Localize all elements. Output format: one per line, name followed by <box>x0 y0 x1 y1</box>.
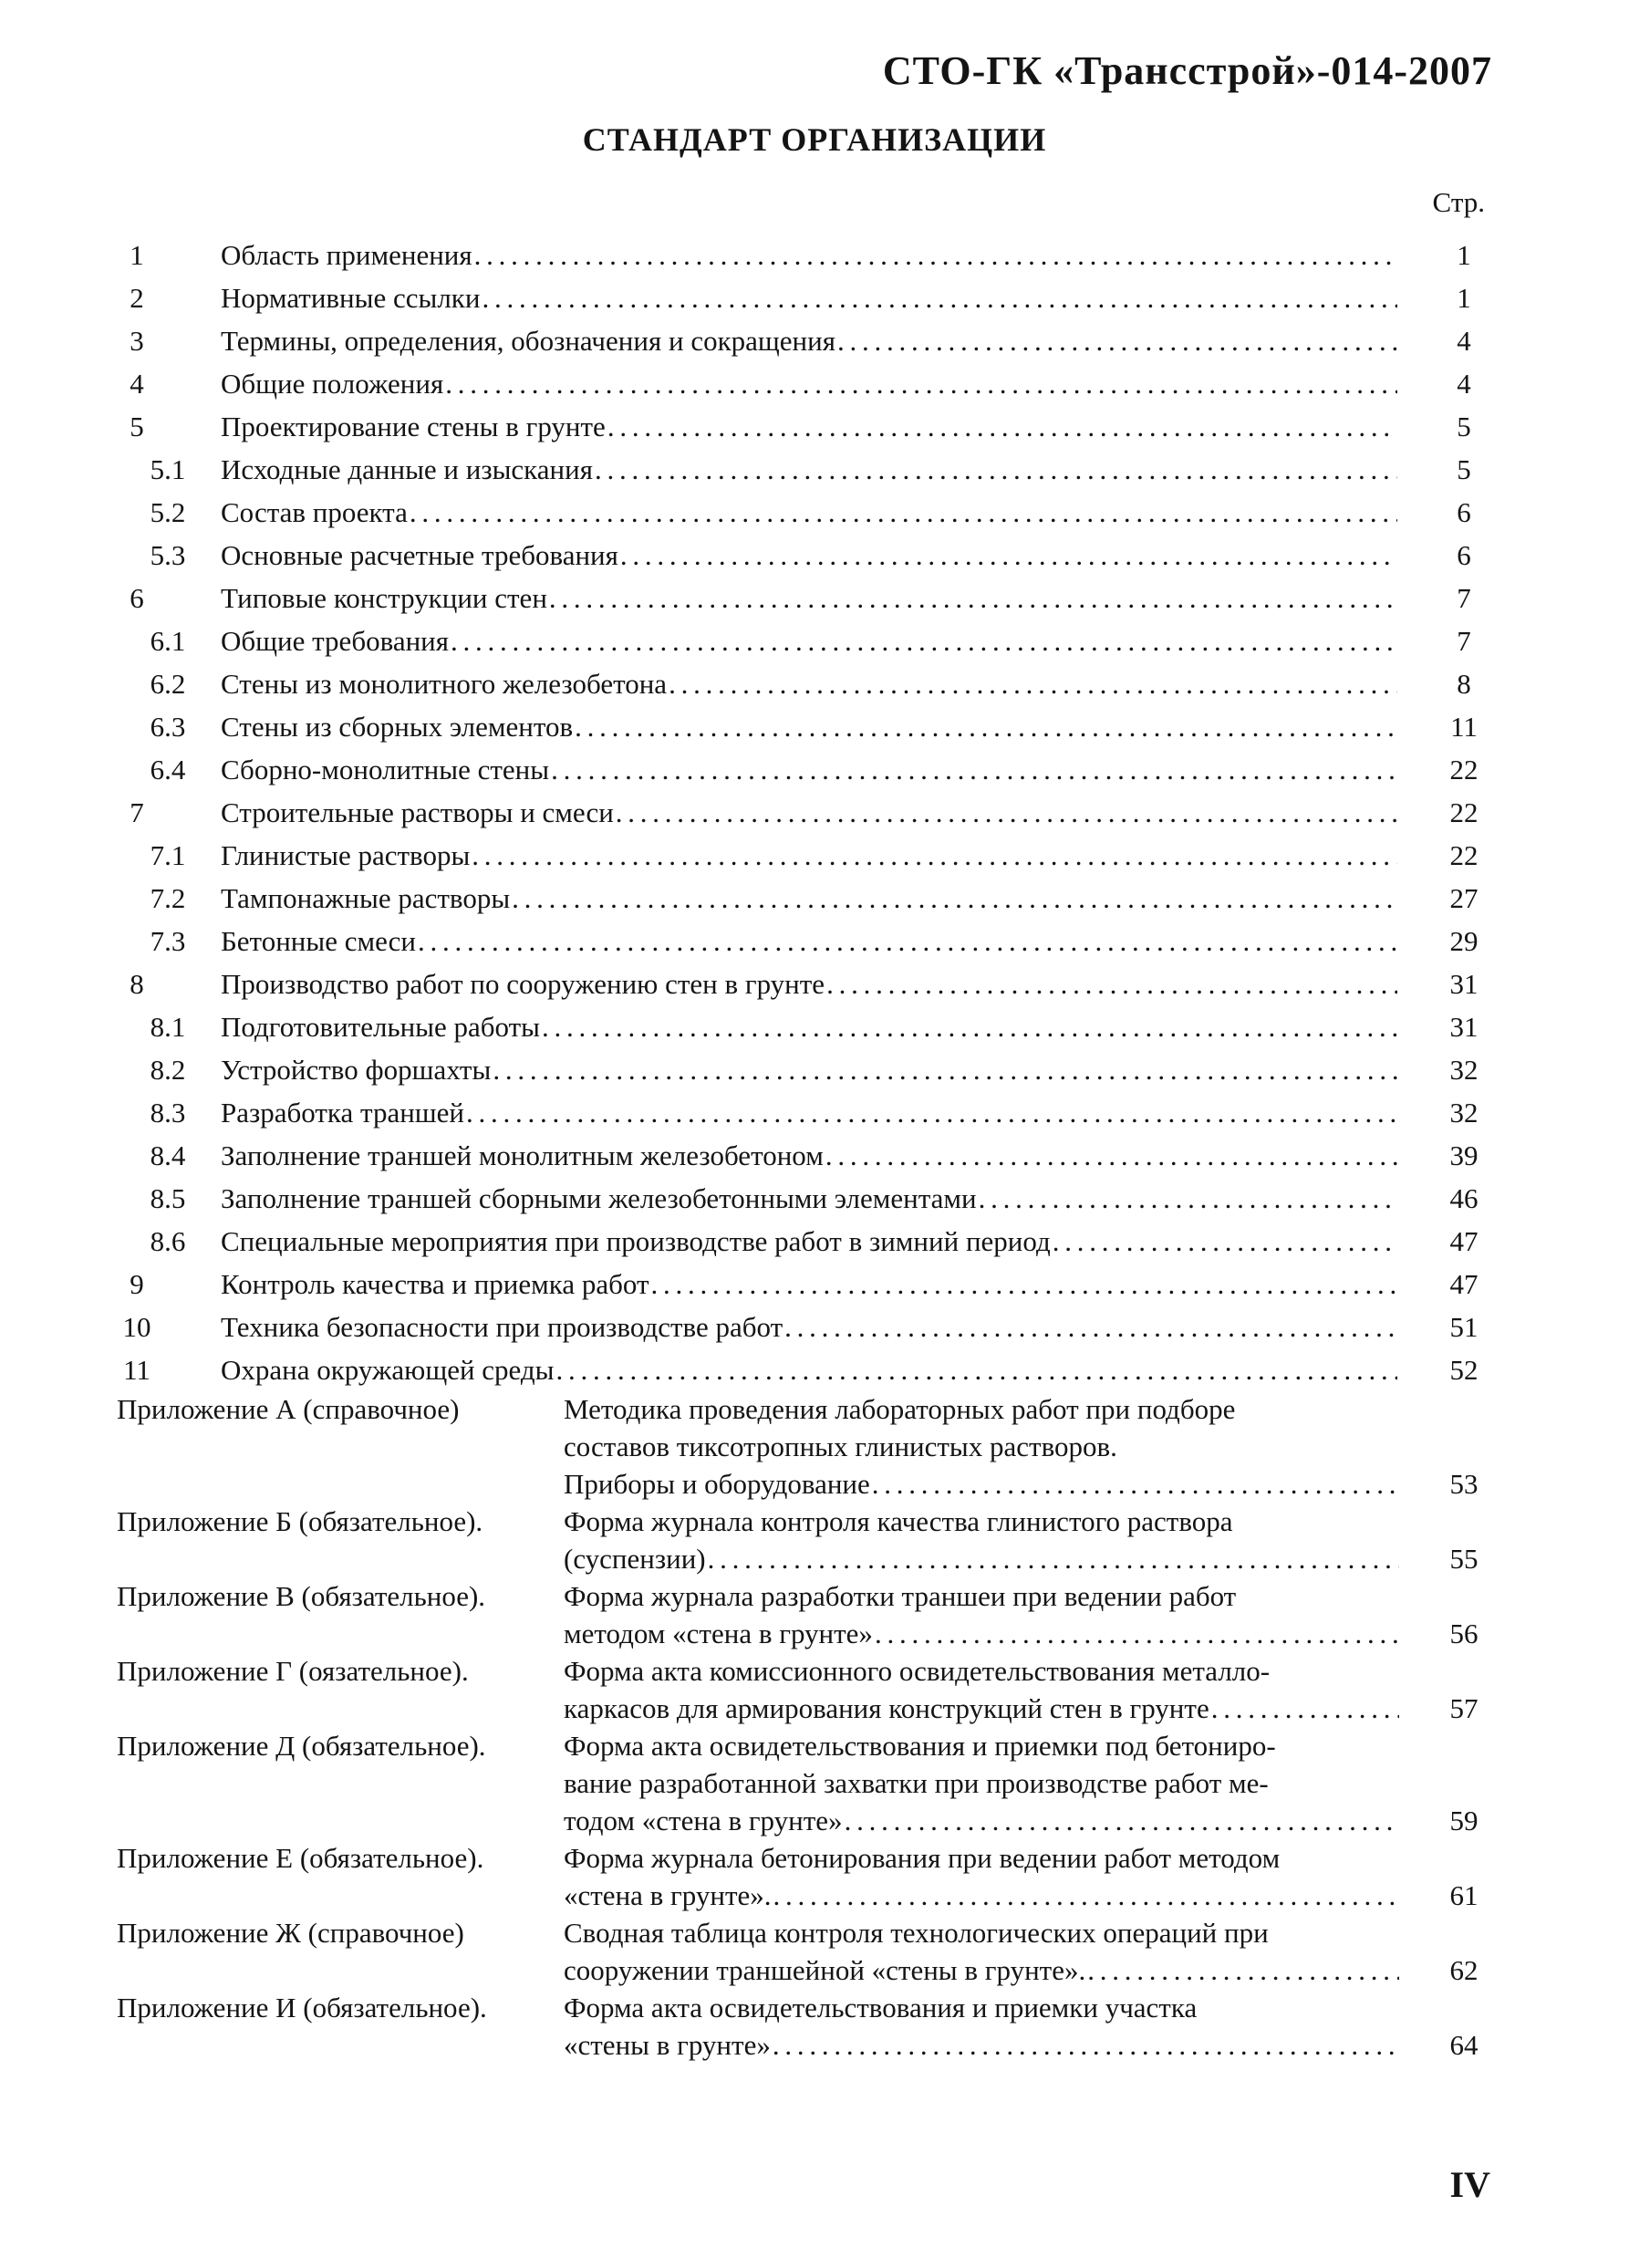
toc-entry-title: Состав проекта <box>221 496 408 528</box>
appendix-description <box>564 1727 1399 1839</box>
toc-entry-line <box>221 1306 1397 1348</box>
toc-entry <box>0 1134 1629 1177</box>
toc-entry-title: Проектирование стены в грунте <box>221 411 606 442</box>
dot-leader <box>418 920 1397 962</box>
toc-entry-page: 4 <box>1457 325 1471 357</box>
dot-leader <box>616 791 1397 834</box>
dot-leader <box>542 1005 1397 1048</box>
appendix-description-line <box>564 1615 1399 1652</box>
toc-entry-line <box>221 1134 1397 1177</box>
dot-leader <box>872 1465 1399 1503</box>
appendix-page: 59 <box>1449 1805 1479 1836</box>
dot-leader <box>512 877 1397 920</box>
appendix-page: 64 <box>1449 2029 1479 2061</box>
page-title: СТАНДАРТ ОРГАНИЗАЦИИ <box>582 121 1047 158</box>
toc-entry <box>0 834 1629 877</box>
toc-entry <box>0 619 1629 662</box>
appendix-description-text: Сводная таблица контроля технологических операций при <box>564 1917 1269 1949</box>
toc-entry <box>0 662 1629 705</box>
toc-entry-page: 6 <box>1457 496 1471 528</box>
toc-entry <box>0 1177 1629 1220</box>
toc-entry <box>0 1048 1629 1091</box>
dot-leader <box>466 1091 1397 1134</box>
appendix-label: Приложение В (обязательное). <box>117 1580 486 1612</box>
toc-entry-page: 39 <box>1449 1139 1479 1171</box>
toc-entry-number: 8.5 <box>150 1182 186 1214</box>
toc-entry-title: Строительные растворы и смеси <box>221 796 614 828</box>
dot-leader <box>773 1877 1399 1914</box>
toc-entry-line <box>221 619 1397 662</box>
dot-leader <box>979 1177 1397 1220</box>
dot-leader <box>410 491 1397 534</box>
appendix-description-line <box>564 1951 1399 1989</box>
appendix-page: 62 <box>1449 1954 1479 1986</box>
toc-entry-line <box>221 234 1397 276</box>
appendix-description-line <box>564 1839 1399 1877</box>
toc-entry-number: 10 <box>122 1311 151 1343</box>
appendix-description-line <box>564 1690 1399 1727</box>
appendix-description-line <box>564 1877 1399 1914</box>
appendix-description-text: методом «стена в грунте» <box>564 1618 873 1649</box>
toc-entry-line <box>221 405 1397 448</box>
toc-entry-title: Термины, определения, обозначения и сокращения <box>221 325 835 357</box>
toc-entry-page: 11 <box>1450 711 1478 743</box>
appendix-description-text: каркасов для армирования конструкций стен в грунте <box>564 1692 1209 1724</box>
toc-entry-title: Бетонные смеси <box>221 925 416 957</box>
appendix-label: Приложение Б (обязательное). <box>117 1505 483 1537</box>
appendix-description-text: составов тиксотропных глинистых растворов. <box>564 1431 1117 1462</box>
dot-leader <box>493 1048 1397 1091</box>
toc-entry-line <box>221 362 1397 405</box>
appendix-description-line <box>564 1652 1399 1690</box>
appendix-entry <box>0 1839 1629 1914</box>
appendix-description-line <box>564 1727 1399 1764</box>
toc-entry-number: 6.1 <box>150 625 186 657</box>
appendix-description-text: Методика проведения лабораторных работ при подборе <box>564 1393 1236 1425</box>
appendix-description-text: (суспензии) <box>564 1543 706 1575</box>
appendix-description-text: Форма акта комиссионного освидетельствования металло- <box>564 1655 1271 1687</box>
appendix-entry <box>0 1577 1629 1652</box>
appendix-description-text: вание разработанной захватки при производстве работ ме- <box>564 1767 1269 1799</box>
toc-entry-line <box>221 319 1397 362</box>
appendix-label: Приложение Д (обязательное). <box>117 1730 486 1762</box>
toc-entry-number: 6.2 <box>150 668 186 700</box>
appendix-description-line <box>564 1764 1399 1802</box>
toc-entry-line <box>221 1263 1397 1306</box>
appendix-description-line <box>564 1989 1399 2026</box>
toc-entry-number: 8.2 <box>150 1054 186 1086</box>
toc-entry-page: 7 <box>1457 625 1471 657</box>
dot-leader <box>1053 1220 1397 1263</box>
dot-leader <box>825 1134 1397 1177</box>
toc-entry-page: 52 <box>1449 1354 1479 1386</box>
appendix-description-line <box>564 1428 1399 1465</box>
toc-entry-title: Общие требования <box>221 625 450 657</box>
toc-entry <box>0 1005 1629 1048</box>
toc-entry-title: Охрана окружающей среды <box>221 1354 555 1386</box>
toc-entry <box>0 962 1629 1005</box>
appendix-description <box>564 1839 1399 1914</box>
toc-entry-title: Общие положения <box>221 368 444 400</box>
toc-entry-number: 11 <box>123 1354 150 1386</box>
appendix-page: 61 <box>1449 1879 1479 1911</box>
toc-entry-number: 6 <box>130 582 144 614</box>
appendix-description-line <box>564 2026 1399 2064</box>
appendix-page: 55 <box>1449 1543 1479 1575</box>
appendix-description-text: Форма акта освидетельствования и приемки под бетониро- <box>564 1730 1276 1762</box>
toc-entry-number: 5.3 <box>150 539 186 571</box>
dot-leader <box>556 1348 1397 1391</box>
appendix-description <box>564 1390 1399 1503</box>
appendix-page: 57 <box>1449 1692 1479 1724</box>
toc-entry-number: 6.4 <box>150 754 186 785</box>
toc-entry-page: 47 <box>1449 1225 1479 1257</box>
appendix-label: Приложение Е (обязательное). <box>117 1842 484 1874</box>
toc-entry-number: 8 <box>130 968 144 1000</box>
appendix-description <box>564 1989 1399 2064</box>
toc-entry-title: Заполнение траншей монолитным железобетоном <box>221 1139 824 1171</box>
toc-entry-page: 1 <box>1457 239 1471 271</box>
toc-entry-number: 6.3 <box>150 711 186 743</box>
toc-entry <box>0 491 1629 534</box>
toc-entry <box>0 1091 1629 1134</box>
appendix-entry <box>0 1914 1629 1989</box>
table-of-contents <box>0 234 1629 1391</box>
dot-leader <box>1211 1690 1399 1727</box>
toc-entry-title: Нормативные ссылки <box>221 282 481 314</box>
toc-entry-number: 8.4 <box>150 1139 186 1171</box>
appendix-entry <box>0 1503 1629 1577</box>
toc-entry-number: 8.3 <box>150 1097 186 1129</box>
toc-entry-page: 22 <box>1449 796 1479 828</box>
toc-entry-title: Техника безопасности при производстве работ <box>221 1311 783 1343</box>
appendix-description-text: Форма акта освидетельствования и приемки участка <box>564 1992 1198 2024</box>
appendix-description <box>564 1577 1399 1652</box>
toc-entry-number: 1 <box>130 239 144 271</box>
toc-entry-line <box>221 491 1397 534</box>
toc-entry-title: Подготовительные работы <box>221 1011 541 1043</box>
toc-entry-number: 4 <box>130 368 144 400</box>
toc-entry-number: 7 <box>130 796 144 828</box>
toc-entry-number: 8.1 <box>150 1011 186 1043</box>
appendix-description-line <box>564 1802 1399 1839</box>
toc-entry-title: Тампонажные растворы <box>221 882 511 914</box>
appendix-description-text: сооружении траншейной «стены в грунте». <box>564 1954 1086 1986</box>
toc-entry <box>0 1306 1629 1348</box>
toc-entry-line <box>221 662 1397 705</box>
toc-entry-line <box>221 962 1397 1005</box>
toc-entry-title: Стены из монолитного железобетона <box>221 668 668 700</box>
toc-entry-title: Разработка траншей <box>221 1097 465 1129</box>
toc-entry-title: Заполнение траншей сборными железобетонными элементами <box>221 1182 977 1214</box>
toc-entry-line <box>221 1220 1397 1263</box>
dot-leader <box>875 1615 1399 1652</box>
toc-entry-title: Стены из сборных элементов <box>221 711 574 743</box>
toc-entry-line <box>221 577 1397 619</box>
dot-leader <box>845 1802 1399 1839</box>
appendix-list <box>0 1390 1629 2064</box>
toc-entry-page: 27 <box>1449 882 1479 914</box>
dot-leader <box>482 276 1397 319</box>
dot-leader <box>595 448 1397 491</box>
toc-entry <box>0 1263 1629 1306</box>
toc-entry-line <box>221 1177 1397 1220</box>
appendix-description-line <box>564 1577 1399 1615</box>
toc-entry-number: 7.2 <box>150 882 186 914</box>
dot-leader <box>773 2026 1399 2064</box>
appendix-entry <box>0 1390 1629 1503</box>
toc-entry-page: 31 <box>1449 968 1479 1000</box>
appendix-label: Приложение А (справочное) <box>117 1393 460 1425</box>
toc-entry-number: 3 <box>130 325 144 357</box>
toc-entry <box>0 319 1629 362</box>
dot-leader <box>708 1540 1399 1577</box>
toc-entry-page: 31 <box>1449 1011 1479 1043</box>
toc-entry-page: 5 <box>1457 453 1471 485</box>
toc-entry-title: Устройство форшахты <box>221 1054 492 1086</box>
toc-entry-page: 6 <box>1457 539 1471 571</box>
toc-entry <box>0 920 1629 962</box>
toc-entry-page: 46 <box>1449 1182 1479 1214</box>
toc-entry-page: 32 <box>1449 1097 1479 1129</box>
appendix-entry <box>0 1727 1629 1839</box>
appendix-description-text: Форма журнала контроля качества глинистого раствора <box>564 1505 1233 1537</box>
toc-entry-page: 1 <box>1457 282 1471 314</box>
toc-entry-line <box>221 748 1397 791</box>
toc-entry-number: 7.3 <box>150 925 186 957</box>
page-column-header: Стр. <box>1432 186 1485 218</box>
toc-entry-title: Контроль качества и приемка работ <box>221 1268 649 1300</box>
appendix-description <box>564 1914 1399 1989</box>
dot-leader <box>451 619 1397 662</box>
toc-entry-page: 8 <box>1457 668 1471 700</box>
toc-entry-page: 22 <box>1449 754 1479 785</box>
page-number: IV <box>1449 2164 1490 2205</box>
dot-leader <box>651 1263 1397 1306</box>
appendix-description-text: тодом «стена в грунте» <box>564 1805 843 1836</box>
appendix-description-text: Приборы и оборудование <box>564 1468 870 1500</box>
document-code: СТО-ГК «Трансстрой»-014-2007 <box>882 48 1492 93</box>
toc-entry-number: 2 <box>130 282 144 314</box>
toc-entry-title: Производство работ по сооружению стен в грунте <box>221 968 825 1000</box>
appendix-label: Приложение Ж (справочное) <box>117 1917 464 1949</box>
toc-entry-number: 5.2 <box>150 496 186 528</box>
appendix-label: Приложение Г (оязательное). <box>117 1655 469 1687</box>
toc-entry-page: 29 <box>1449 925 1479 957</box>
toc-entry-number: 9 <box>130 1268 144 1300</box>
toc-entry <box>0 877 1629 920</box>
dot-leader <box>837 319 1397 362</box>
toc-entry <box>0 405 1629 448</box>
dot-leader <box>607 405 1397 448</box>
dot-leader <box>549 577 1397 619</box>
appendix-page: 53 <box>1449 1468 1479 1500</box>
toc-entry-page: 5 <box>1457 411 1471 442</box>
toc-entry-line <box>221 877 1397 920</box>
toc-entry-line <box>221 920 1397 962</box>
dot-leader <box>1087 1951 1399 1989</box>
appendix-description <box>564 1503 1399 1577</box>
toc-entry <box>0 276 1629 319</box>
toc-entry-line <box>221 1005 1397 1048</box>
toc-entry <box>0 362 1629 405</box>
dot-leader <box>669 662 1397 705</box>
toc-entry <box>0 448 1629 491</box>
dot-leader <box>826 962 1397 1005</box>
toc-entry <box>0 1220 1629 1263</box>
toc-entry-page: 47 <box>1449 1268 1479 1300</box>
toc-entry-page: 4 <box>1457 368 1471 400</box>
toc-entry-title: Специальные мероприятия при производстве работ в зимний период <box>221 1225 1051 1257</box>
toc-entry-page: 51 <box>1449 1311 1479 1343</box>
toc-entry-number: 5.1 <box>150 453 186 485</box>
toc-entry <box>0 748 1629 791</box>
toc-entry-page: 22 <box>1449 839 1479 871</box>
appendix-page: 56 <box>1449 1618 1479 1649</box>
appendix-description-line <box>564 1465 1399 1503</box>
appendix-description-line <box>564 1540 1399 1577</box>
toc-entry <box>0 791 1629 834</box>
toc-entry-number: 5 <box>130 411 144 442</box>
dot-leader <box>551 748 1397 791</box>
toc-entry-line <box>221 276 1397 319</box>
appendix-description-line <box>564 1390 1399 1428</box>
toc-entry-line <box>221 1048 1397 1091</box>
toc-entry-number: 8.6 <box>150 1225 186 1257</box>
dot-leader <box>620 534 1397 577</box>
toc-entry <box>0 234 1629 276</box>
appendix-description-text: Форма журнала разработки траншеи при ведении работ <box>564 1580 1237 1612</box>
toc-entry-page: 32 <box>1449 1054 1479 1086</box>
toc-entry-line <box>221 1348 1397 1391</box>
appendix-description-line <box>564 1503 1399 1540</box>
dot-leader <box>575 705 1397 748</box>
appendix-entry <box>0 1989 1629 2064</box>
dot-leader <box>472 834 1397 877</box>
dot-leader <box>445 362 1397 405</box>
toc-entry-page: 7 <box>1457 582 1471 614</box>
toc-entry-title: Глинистые растворы <box>221 839 471 871</box>
dot-leader <box>784 1306 1397 1348</box>
toc-entry-number: 7.1 <box>150 839 186 871</box>
appendix-description-text: Форма журнала бетонирования при ведении работ методом <box>564 1842 1281 1874</box>
toc-entry-line <box>221 534 1397 577</box>
appendix-description <box>564 1652 1399 1727</box>
toc-entry-title: Типовые конструкции стен <box>221 582 547 614</box>
toc-entry-line <box>221 1091 1397 1134</box>
toc-entry-line <box>221 705 1397 748</box>
toc-entry-title: Сборно-монолитные стены <box>221 754 550 785</box>
appendix-label: Приложение И (обязательное). <box>117 1992 487 2024</box>
toc-entry <box>0 705 1629 748</box>
toc-entry <box>0 577 1629 619</box>
toc-entry-line <box>221 448 1397 491</box>
appendix-description-line <box>564 1914 1399 1951</box>
toc-entry <box>0 1348 1629 1391</box>
toc-entry-title: Область применения <box>221 239 472 271</box>
toc-entry-line <box>221 834 1397 877</box>
toc-entry-title: Основные расчетные требования <box>221 539 618 571</box>
toc-entry-line <box>221 791 1397 834</box>
toc-entry <box>0 534 1629 577</box>
dot-leader <box>474 234 1397 276</box>
appendix-entry <box>0 1652 1629 1727</box>
toc-entry-title: Исходные данные и изыскания <box>221 453 593 485</box>
appendix-description-text: «стена в грунте». <box>564 1879 772 1911</box>
appendix-description-text: «стены в грунте» <box>564 2029 771 2061</box>
